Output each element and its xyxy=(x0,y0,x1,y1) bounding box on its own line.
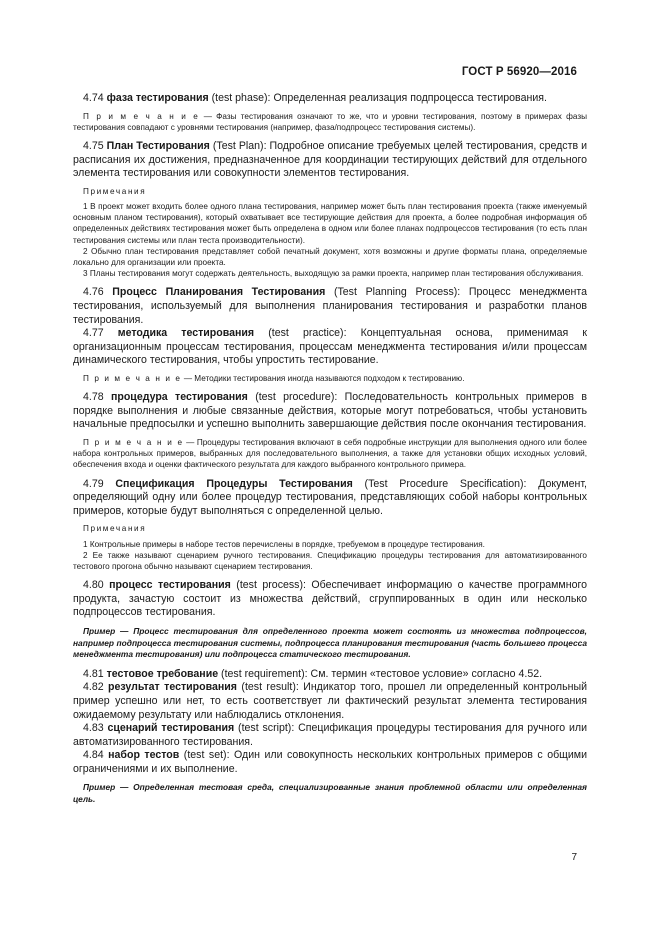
term-4-78 xyxy=(73,391,587,432)
term-title: методика тестирования xyxy=(117,327,255,340)
term-title: процедура тестирования xyxy=(110,391,248,404)
term-title: План Тестирования xyxy=(106,140,210,152)
term-4-74 xyxy=(73,92,587,106)
note-label: П р и м е ч а н и е xyxy=(83,111,200,121)
term-definition: (test practice): Концептуальная основа, применимая к организационным процессам тестирования, процессам менеджмента тестирования и/или процессам динамического тестирования, чтобы упростить тестирование. xyxy=(73,327,587,367)
term-definition: (Test Planning Process): Процесс менеджмента тестирования, используемый для выполнения планирования тестирования и разработки планов тестирования. xyxy=(73,286,587,326)
term-definition: (test requirement): См. термин «тестовое условие» согласно 4.52. xyxy=(218,667,543,680)
document-code-header: ГОСТ Р 56920—2016 xyxy=(461,66,577,78)
note-item: 2 Обычно план тестирования представляет собой печатный документ, хотя возможны и другие форматы плана, определяемые локально для организации или проекта. xyxy=(73,246,587,267)
page-number: 7 xyxy=(571,852,577,863)
term-title: процесс тестирования xyxy=(109,579,231,592)
term-title: фаза тестирования xyxy=(106,92,209,104)
note-label: П р и м е ч а н и е xyxy=(83,373,182,383)
term-number: 4.84 xyxy=(83,749,104,762)
notes-heading: Примечания xyxy=(83,524,147,534)
note-item: 1 Контрольные примеры в наборе тестов перечислены в порядке, требуемом в процедуре тестирования. xyxy=(83,539,485,549)
term-title: набор тестов xyxy=(108,749,180,762)
term-number: 4.81 xyxy=(83,667,104,680)
term-number: 4.74 xyxy=(83,92,104,104)
term-number: 4.80 xyxy=(83,579,104,592)
term-4-79 xyxy=(73,478,587,519)
term-title: сценарий тестирования xyxy=(107,722,235,735)
term-4-81 xyxy=(73,668,587,682)
term-4-77 xyxy=(73,327,587,368)
term-4-83 xyxy=(73,722,587,749)
note-4-74 xyxy=(73,111,587,133)
term-4-76 xyxy=(73,286,587,327)
term-definition: (test script): Спецификация процедуры тестирования для ручного или автоматизированного тестирования. xyxy=(73,722,587,748)
term-4-75 xyxy=(73,140,587,181)
term-number: 4.77 xyxy=(83,327,104,340)
example-4-84: Пример — Определенная тестовая среда, специализированные знания проблемной области или определенная цель. xyxy=(73,782,587,805)
term-title: Процесс Планирования Тестирования xyxy=(112,286,326,299)
term-number: 4.78 xyxy=(83,391,104,404)
note-4-77 xyxy=(73,373,587,384)
term-definition: (test procedure): Последовательность контрольных примеров в порядке выполнения и любые связанные действия, которые могут потребоваться, чтобы установить начальные предпосылки и успешно выполнить завершающие действия после окончания тестирования. xyxy=(73,391,588,431)
note-item: 3 Планы тестирования могут содержать деятельность, выходящую за рамки проекта, например план тестирования обслуживания. xyxy=(83,269,584,279)
term-title: результат тестирования xyxy=(108,681,237,694)
term-definition: (Test Plan): Подробное описание требуемых целей тестирования, средств и расписания их достижения, предназначенное для координации тестирующих действий для отдельного элемента тестирования или совокупности элементов тестирования. xyxy=(73,140,588,180)
note-4-78 xyxy=(73,437,587,471)
note-item: 2 Ее также называют сценарием ручного тестирования. Спецификацию процедуры тестирования для автоматизированного тестового прогона обычно называют сценарием тестирования. xyxy=(73,550,587,571)
term-definition: (test result): Индикатор того, прошел ли определенный контрольный пример успешно или нет, то есть соответствует ли фактический результат элемента тестирования ожидаемому результату или наблюдались отклонения. xyxy=(73,681,587,721)
term-number: 4.83 xyxy=(83,722,104,735)
term-definition: (test process): Обеспечивает информацию о качестве программного продукта, зачастую состоит из множества действий, сгруппированных в один или несколько подпроцессов тестирования. xyxy=(73,579,587,619)
term-4-82 xyxy=(73,681,587,722)
note-label: П р и м е ч а н и е xyxy=(83,437,184,447)
term-title: Спецификация Процедуры Тестирования xyxy=(115,477,353,490)
term-4-80 xyxy=(73,579,587,620)
term-definition: (test phase): Определенная реализация подпроцесса тестирования. xyxy=(208,92,547,104)
term-definition: (Test Procedure Specification): Документ, определяющий одну или более процедур тестирования, представляющих собой наборы контрольных примеров, которые будут выполняться с определенной целью. xyxy=(73,477,587,517)
note-text: — Процедуры тестирования включают в себя подробные инструкции для выполнения одного или более набора контрольных примеров, выбранных для последовательного выполнения, а также для установки общих исходных условий, обеспечения входа и оценки фактического результата для каждого выбранного контрольного примера. xyxy=(73,437,587,470)
note-text: — Фазы тестирования означают то же, что и уровни тестирования, поэтому в примерах фазы тестирования совпадают с уровнями тестирования (например, фаза/подпроцесс тестирования системы). xyxy=(73,111,587,132)
term-number: 4.75 xyxy=(83,140,104,152)
term-number: 4.79 xyxy=(83,477,104,490)
term-title: тестовое требование xyxy=(106,667,219,680)
note-text: — Методики тестирования иногда называются подходом к тестированию. xyxy=(181,373,465,383)
term-number: 4.76 xyxy=(83,286,104,299)
term-number: 4.82 xyxy=(83,681,104,694)
glossary-body xyxy=(73,92,587,806)
example-4-80: Пример — Процесс тестирования для определенного проекта может состоять из множества подпроцессов, например подпроцесса тестирования системы, подпроцесса планирования тестирования (часть большего процесса менеджмента тестирования) или подпроцесса статического тестирования. xyxy=(73,625,587,660)
term-4-84 xyxy=(73,749,587,776)
notes-heading: Примечания xyxy=(83,186,147,196)
term-definition: (test set): Один или совокупность нескольких контрольных примеров с общими ограничениями и их выполнение. xyxy=(73,749,587,775)
note-item: 1 В проект может входить более одного плана тестирования, например может быть план тестирования проекта (также именуемый основным планом тестирования), который охватывает все тестирующие действия для проекта, а более подробная информация об определенных действиях тестирования может быть определена в одном или более планах подпроцессов тестирования (то есть план тестирования системы или план теста производительности). xyxy=(73,201,587,245)
